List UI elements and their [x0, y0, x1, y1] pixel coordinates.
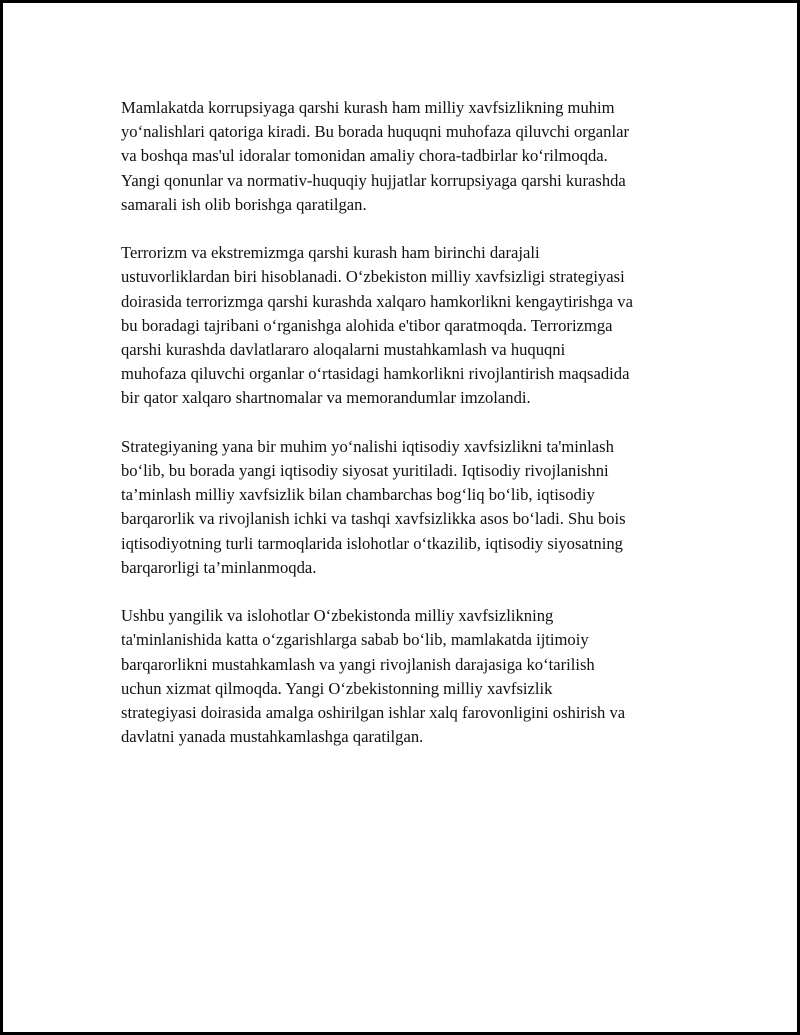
paragraph-reforms-conclusion: Ushbu yangilik va islohotlar O‘zbekistonda milliy xavfsizlikning ta'minlanishida katta o‘zgarishlarga sabab bo‘lib, mamlakatda ijtimoiy barqarorlikni mustahkamlash va yangi rivojlanish darajasiga ko‘tarilish uchun xizmat qilmoqda. Yangi O‘zbekistonning milliy xavfsizlik strategiyasi doirasida amalga oshirilgan ishlar xalq farovonligini oshirish va davlatni yanada mustahkamlashga qaratilgan. [121, 606, 626, 747]
paragraph-economic-security: Strategiyaning yana bir muhim yo‘nalishi iqtisodiy xavfsizlikni ta'minlash bo‘lib, bu borada yangi iqtisodiy siyosat yuritiladi. Iqtisodiy rivojlanishni ta’minlash milliy xavfsizlik bilan chambarchas bog‘liq bo‘lib, iqtisodiy barqarorlik va rivojlanish ichki va tashqi xavfsizlikka asos bo‘ladi. Shu bois iqtisodiyotning turli tarmoqlarida islohotlar o‘tkazilib, iqtisodiy siyosatning barqarorligi ta’minlanmoqda. [121, 436, 626, 577]
paragraph-anti-corruption: Mamlakatda korrupsiyaga qarshi kurash ham milliy xavfsizlikning muhim yo‘nalishlari qatoriga kiradi. Bu borada huquqni muhofaza qiluvchi organlar va boshqa mas'ul idoralar tomonidan amaliy chora-tadbirlar ko‘rilmoqda. Yangi qonunlar va normativ-huquqiy hujjatlar korrupsiyaga qarshi kurashda samarali ish olib borishga qaratilgan. [121, 98, 629, 214]
paragraph-counter-terrorism: Terrorizm va ekstremizmga qarshi kurash ham birinchi darajali ustuvorliklardan biri hisoblanadi. O‘zbekiston milliy xavfsizligi strategiyasi doirasida terrorizmga qarshi kurashda xalqaro hamkorlikni kengaytirishga va bu boradagi tajribani o‘rganishga alohida e'tibor qaratmoqda. Terrorizmga qarshi kurashda davlatlararo aloqalarni mustahkamlash va huquqni muhofaza qiluvchi organlar o‘rtasidagi hamkorlikni rivojlantirish maqsadida bir qator xalqaro shartnomalar va memorandumlar imzolandi. [121, 243, 633, 408]
document-body [121, 96, 696, 774]
